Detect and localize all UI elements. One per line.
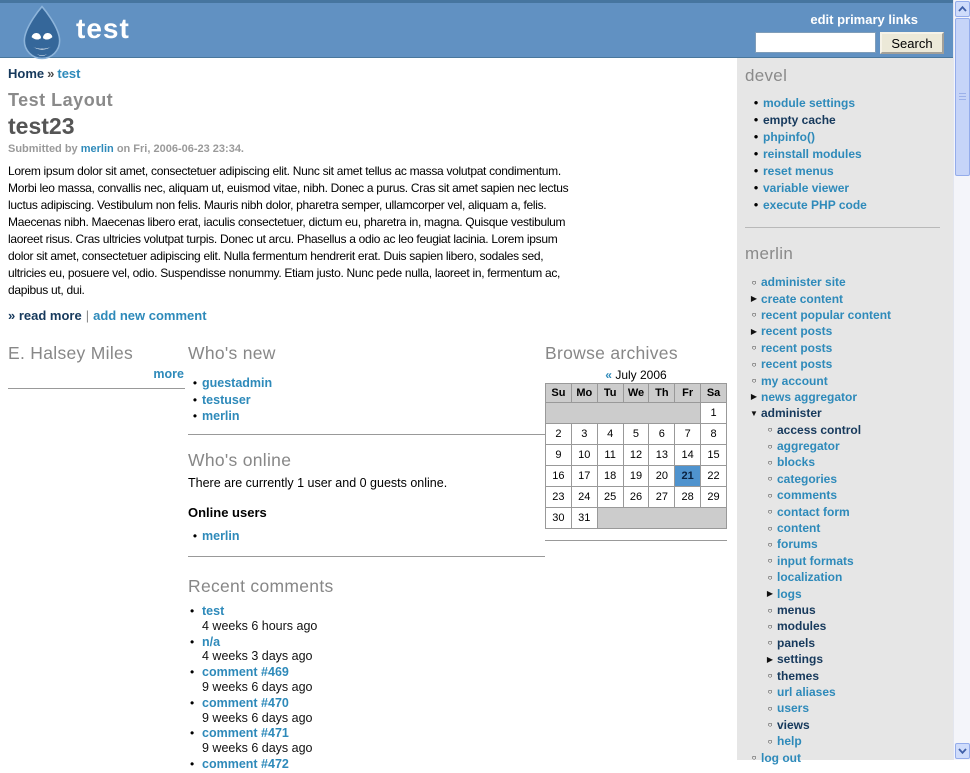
divider: [188, 556, 545, 557]
site-header: [0, 0, 953, 58]
sidebar-link[interactable]: blocks: [777, 455, 816, 470]
sidebar-link[interactable]: news aggregator: [761, 389, 858, 404]
calendar-day: 19: [623, 466, 649, 487]
menu-item: [745, 471, 953, 487]
circle-bullet-icon: ○: [767, 490, 773, 500]
bullet-icon: •: [753, 129, 759, 144]
sidebar-link[interactable]: forums: [777, 537, 818, 552]
sidebar-link[interactable]: url aliases: [777, 684, 836, 699]
calendar-day-header: We: [623, 384, 649, 403]
bullet-icon: •: [192, 392, 198, 407]
comment-title-link[interactable]: comment #472: [202, 756, 289, 771]
sidebar-link[interactable]: administer site: [761, 275, 846, 290]
calendar-day: 26: [623, 487, 649, 508]
list-item: [188, 375, 545, 392]
comment-title-link[interactable]: comment #469: [202, 665, 289, 680]
whos-online-title: Who's online: [188, 449, 292, 470]
menu-item: [745, 454, 953, 470]
menu-item: [745, 111, 953, 128]
sidebar-link[interactable]: help: [777, 734, 802, 749]
calendar-day: 22: [701, 466, 727, 487]
sidebar-link[interactable]: aggregator: [777, 439, 840, 454]
menu-item: [745, 145, 953, 162]
comment-item: [188, 604, 545, 634]
sidebar-link[interactable]: recent posts: [761, 324, 833, 339]
comment-title-link[interactable]: comment #470: [202, 695, 289, 710]
comment-age: 9 weeks 6 days ago: [202, 710, 313, 725]
circle-bullet-icon: ○: [767, 703, 773, 713]
add-comment-link[interactable]: add new comment: [93, 308, 207, 323]
menu-item: [745, 94, 953, 111]
calendar-day: 24: [571, 487, 597, 508]
devel-menu: [745, 94, 953, 213]
body-line: dolor sit amet, consectetuer adipiscing elit. Nulla fermentum hendrerit erat. Duis sapien libero, sodales sed,: [8, 249, 544, 263]
bullet-icon: •: [753, 146, 759, 161]
calendar-day-selected: 21: [675, 466, 701, 487]
menu-item: [745, 290, 953, 306]
list-item: [188, 392, 545, 409]
calendar-day: 5: [623, 424, 649, 445]
menu-item: [745, 651, 953, 667]
menu-item: [745, 274, 953, 290]
circle-bullet-icon: ○: [767, 474, 773, 484]
calendar-day: 18: [597, 466, 623, 487]
links-separator: |: [85, 308, 90, 323]
node-title: test23: [8, 113, 75, 139]
menu-item: [745, 422, 953, 438]
sidebar-link[interactable]: settings: [777, 652, 824, 667]
divider: [188, 434, 545, 435]
comment-title-link[interactable]: n/a: [202, 634, 221, 649]
list-item: [188, 408, 545, 425]
menu-item: [745, 733, 953, 749]
calendar-day-header: Su: [546, 384, 572, 403]
circle-bullet-icon: ○: [767, 736, 773, 746]
user-link[interactable]: guestadmin: [202, 376, 273, 391]
calendar-day: 20: [649, 466, 675, 487]
comment-age: 4 weeks 6 hours ago: [202, 618, 318, 633]
sidebar-link[interactable]: logs: [777, 586, 802, 601]
menu-item: [745, 179, 953, 196]
calendar-day: 27: [649, 487, 675, 508]
circle-bullet-icon: ○: [751, 277, 757, 287]
expanded-arrow-icon[interactable]: ▼: [750, 408, 758, 418]
profile-block: [8, 344, 185, 389]
sidebar-link[interactable]: variable viewer: [763, 180, 850, 195]
divider: [8, 388, 185, 389]
menu-item: [745, 667, 953, 683]
bullet-icon: •: [192, 376, 198, 391]
read-more-arrow: »: [8, 308, 16, 323]
calendar-day: 8: [701, 424, 727, 445]
calendar-caption: [545, 368, 727, 382]
menu-item: [745, 162, 953, 179]
menu-item: [745, 405, 953, 421]
calendar-empty-cell: [546, 403, 701, 424]
calendar-day: 30: [546, 508, 572, 529]
sidebar-link[interactable]: menus: [777, 603, 816, 617]
sidebar-link[interactable]: categories: [777, 471, 838, 486]
sidebar-link[interactable]: log out: [761, 750, 801, 765]
right-sidebar: [737, 58, 953, 765]
menu-item: [745, 372, 953, 388]
bullet-icon: •: [190, 756, 195, 771]
submitted-suffix: on Fri, 2006-06-23 23:34.: [116, 143, 244, 155]
sidebar-link[interactable]: recent posts: [761, 357, 833, 372]
comment-item: [188, 696, 545, 726]
calendar-day: 23: [546, 487, 572, 508]
circle-bullet-icon: ○: [767, 687, 773, 697]
calendar-day: 29: [701, 487, 727, 508]
archives-title: Browse archives: [545, 343, 678, 363]
user-link[interactable]: merlin: [202, 528, 240, 543]
user-menu: [745, 274, 953, 766]
collapsed-arrow-icon[interactable]: ▶: [766, 589, 774, 599]
recent-comments-title: Recent comments: [188, 576, 334, 596]
site-name[interactable]: test: [76, 13, 130, 44]
collapsed-arrow-icon[interactable]: ▶: [750, 392, 758, 402]
whos-new-list: [188, 375, 545, 425]
user-menu-title: merlin: [745, 244, 794, 263]
circle-bullet-icon: ○: [767, 572, 773, 582]
menu-item: [745, 635, 953, 651]
menu-item: [745, 618, 953, 634]
sidebar-link[interactable]: reset menus: [763, 163, 834, 178]
bullet-icon: •: [753, 95, 759, 110]
calendar-day: 7: [675, 424, 701, 445]
comment-item: [188, 635, 545, 665]
user-link[interactable]: testuser: [202, 392, 251, 407]
online-status-text: There are currently 1 user and 0 guests online.: [188, 475, 448, 490]
breadcrumb-home-link[interactable]: Home: [8, 66, 45, 81]
submitted-line: [8, 143, 244, 155]
calendar-prev-link[interactable]: «: [605, 368, 612, 382]
breadcrumb-separator: »: [47, 66, 55, 81]
menu-item: [745, 717, 953, 733]
calendar-day: 1: [701, 403, 727, 424]
user-link[interactable]: merlin: [202, 409, 240, 424]
calendar-day: 16: [546, 466, 572, 487]
menu-item: [745, 196, 953, 213]
circle-bullet-icon: ○: [767, 556, 773, 566]
vertical-scrollbar[interactable]: [953, 0, 970, 760]
scrollbar-thumb[interactable]: [955, 18, 970, 176]
menu-item: [745, 684, 953, 700]
menu-item: [745, 340, 953, 356]
sidebar-link[interactable]: administer: [761, 406, 822, 421]
sidebar-link[interactable]: users: [777, 701, 810, 716]
collapsed-arrow-icon[interactable]: ▶: [750, 294, 758, 304]
menu-item: [745, 389, 953, 405]
archives-block: [545, 344, 727, 541]
divider: [545, 540, 727, 541]
calendar-empty-cell: [597, 508, 726, 529]
sidebar-link[interactable]: phpinfo(): [763, 129, 815, 144]
menu-item: [745, 602, 953, 618]
menu-item: [745, 128, 953, 145]
bullet-icon: •: [190, 726, 195, 741]
profile-block-title: E. Halsey Miles: [8, 343, 134, 363]
body-line: Lorem ipsum dolor sit amet, consectetuer adipiscing elit. Nunc sit amet tellus ac massa volutpat condimentum.: [8, 164, 561, 178]
circle-bullet-icon: ○: [767, 621, 773, 631]
menu-item: [745, 356, 953, 372]
sidebar-link[interactable]: comments: [777, 488, 838, 503]
circle-bullet-icon: ○: [767, 425, 773, 435]
sidebar-link[interactable]: access control: [777, 422, 862, 437]
body-line: ultricies eu, posuere vel, odio. Suspendisse nonummy. Etiam justo. Nunc pede nulla, laoreet in, fermentum ac,: [8, 266, 561, 280]
menu-item: [745, 569, 953, 585]
menu-item: [745, 700, 953, 716]
circle-bullet-icon: ○: [767, 671, 773, 681]
circle-bullet-icon: ○: [751, 376, 757, 386]
body-line: Maecenas nibh. Maecenas libero erat, iaculis consectetuer, dictum eu, pharetra in, magna. Quisque vestibulum: [8, 215, 566, 229]
calendar-day: 13: [649, 445, 675, 466]
bullet-icon: •: [192, 528, 198, 543]
menu-item: [745, 438, 953, 454]
calendar-day-header: Th: [649, 384, 675, 403]
chevron-up-icon: [958, 6, 967, 12]
circle-bullet-icon: ○: [751, 310, 757, 320]
devel-block-title: devel: [745, 66, 788, 85]
collapsed-arrow-icon[interactable]: ▶: [750, 326, 758, 336]
calendar-month-label: July 2006: [615, 368, 667, 382]
sidebar-link[interactable]: module settings: [763, 95, 856, 110]
divider: [745, 227, 940, 228]
body-line: Morbi leo massa, convallis nec, aliquam ut, euismod vitae, nibh. Donec a purus. Cras sit amet sapien nec lectus: [8, 181, 569, 195]
calendar-day: 28: [675, 487, 701, 508]
profile-more-link[interactable]: more: [153, 367, 184, 381]
comment-item: [188, 757, 545, 772]
calendar-day: 12: [623, 445, 649, 466]
sidebar-link[interactable]: themes: [777, 668, 820, 683]
menu-item: [745, 487, 953, 503]
author-link[interactable]: merlin: [80, 143, 114, 155]
circle-bullet-icon: ○: [751, 753, 757, 763]
scroll-down-button[interactable]: [955, 743, 970, 759]
menu-item: [745, 585, 953, 601]
bullet-icon: •: [190, 665, 195, 680]
menu-item: [745, 503, 953, 519]
search-input[interactable]: [755, 32, 876, 53]
comment-item: [188, 665, 545, 695]
read-more-link[interactable]: read more: [18, 308, 82, 323]
online-users-list: [188, 528, 545, 545]
list-item: [188, 528, 545, 545]
sidebar-link[interactable]: input formats: [777, 553, 854, 568]
body-line: laoreet risus. Cras ultricies volutpat turpis. Donec ut arcu. Phasellus a odio ac leo feugiat lacinia. Lorem ipsum: [8, 232, 558, 246]
comment-age: 9 weeks 6 days ago: [202, 679, 313, 694]
bullet-icon: •: [190, 604, 195, 618]
calendar-day-header: Fr: [675, 384, 701, 403]
circle-bullet-icon: ○: [767, 638, 773, 648]
circle-bullet-icon: ○: [767, 605, 773, 615]
circle-bullet-icon: ○: [767, 720, 773, 730]
menu-item: [745, 323, 953, 339]
calendar-day: 10: [571, 445, 597, 466]
sidebar-link[interactable]: localization: [777, 570, 843, 585]
circle-bullet-icon: ○: [767, 523, 773, 533]
menu-item: [745, 749, 953, 765]
node-body: [8, 163, 568, 299]
calendar-day: 14: [675, 445, 701, 466]
sidebar-link[interactable]: views: [777, 717, 810, 732]
calendar-day: 6: [649, 424, 675, 445]
node-links: [8, 308, 207, 323]
calendar-day: 3: [571, 424, 597, 445]
sidebar-link[interactable]: execute PHP code: [763, 197, 867, 212]
calendar-day: 4: [597, 424, 623, 445]
sidebar-link[interactable]: create content: [761, 291, 844, 306]
bullet-icon: •: [753, 163, 759, 178]
circle-bullet-icon: ○: [767, 441, 773, 451]
comment-age: 4 weeks 3 days ago: [202, 649, 313, 664]
bullet-icon: •: [190, 634, 195, 649]
calendar-day: 25: [597, 487, 623, 508]
menu-item: [745, 307, 953, 323]
edit-primary-links-link[interactable]: edit primary links: [810, 12, 918, 27]
bullet-icon: •: [753, 197, 759, 212]
calendar-day: 17: [571, 466, 597, 487]
calendar-day-header: Tu: [597, 384, 623, 403]
search-button[interactable]: Search: [880, 32, 944, 54]
drupal-logo-icon[interactable]: [16, 5, 68, 60]
sidebar-link[interactable]: modules: [777, 619, 827, 634]
online-users-subtitle: Online users: [188, 504, 267, 520]
sidebar-link[interactable]: panels: [777, 635, 816, 650]
scroll-up-button[interactable]: [955, 1, 970, 17]
sidebar-link[interactable]: contact form: [777, 504, 850, 519]
sidebar-link[interactable]: recent posts: [761, 340, 833, 355]
recent-comments-list: [188, 604, 545, 772]
sidebar-link[interactable]: my account: [761, 373, 828, 388]
comment-title-link[interactable]: comment #471: [202, 726, 289, 741]
menu-item: [745, 536, 953, 552]
calendar-day: 31: [571, 508, 597, 529]
calendar-day-header: Mo: [571, 384, 597, 403]
chevron-down-icon: [958, 748, 967, 754]
breadcrumb-current-link[interactable]: test: [57, 66, 81, 81]
calendar: [545, 383, 727, 529]
page-title: Test Layout: [8, 90, 114, 110]
sidebar-link[interactable]: recent popular content: [761, 307, 892, 322]
whos-new-title: Who's new: [188, 343, 276, 363]
bullet-icon: •: [753, 180, 759, 195]
menu-item: [745, 520, 953, 536]
bullet-icon: •: [753, 112, 759, 127]
menu-item: [745, 553, 953, 569]
sidebar-link[interactable]: empty cache: [763, 112, 836, 127]
bullet-icon: •: [190, 695, 195, 710]
comment-title-link[interactable]: test: [202, 604, 225, 618]
breadcrumb: [8, 66, 80, 81]
sidebar-link[interactable]: reinstall modules: [763, 146, 862, 161]
sidebar-link[interactable]: content: [777, 521, 821, 536]
calendar-day: 11: [597, 445, 623, 466]
comment-item: [188, 726, 545, 756]
middle-column: [188, 344, 545, 773]
collapsed-arrow-icon[interactable]: ▶: [766, 654, 774, 664]
comment-age: 9 weeks 6 days ago: [202, 741, 313, 756]
body-line: dapibus ut, dui.: [8, 283, 85, 297]
calendar-day: 2: [546, 424, 572, 445]
calendar-day: 9: [546, 445, 572, 466]
calendar-day-header: Sa: [701, 384, 727, 403]
calendar-day: 15: [701, 445, 727, 466]
body-line: luctus adipiscing. Vestibulum non felis. Mauris nibh dolor, pharetra semper, ullamcorper vel, aliquam a, felis.: [8, 198, 547, 212]
circle-bullet-icon: ○: [767, 507, 773, 517]
circle-bullet-icon: ○: [751, 359, 757, 369]
submitted-prefix: Submitted by: [8, 143, 78, 155]
circle-bullet-icon: ○: [767, 457, 773, 467]
circle-bullet-icon: ○: [751, 343, 757, 353]
bullet-icon: •: [192, 409, 198, 424]
circle-bullet-icon: ○: [767, 539, 773, 549]
